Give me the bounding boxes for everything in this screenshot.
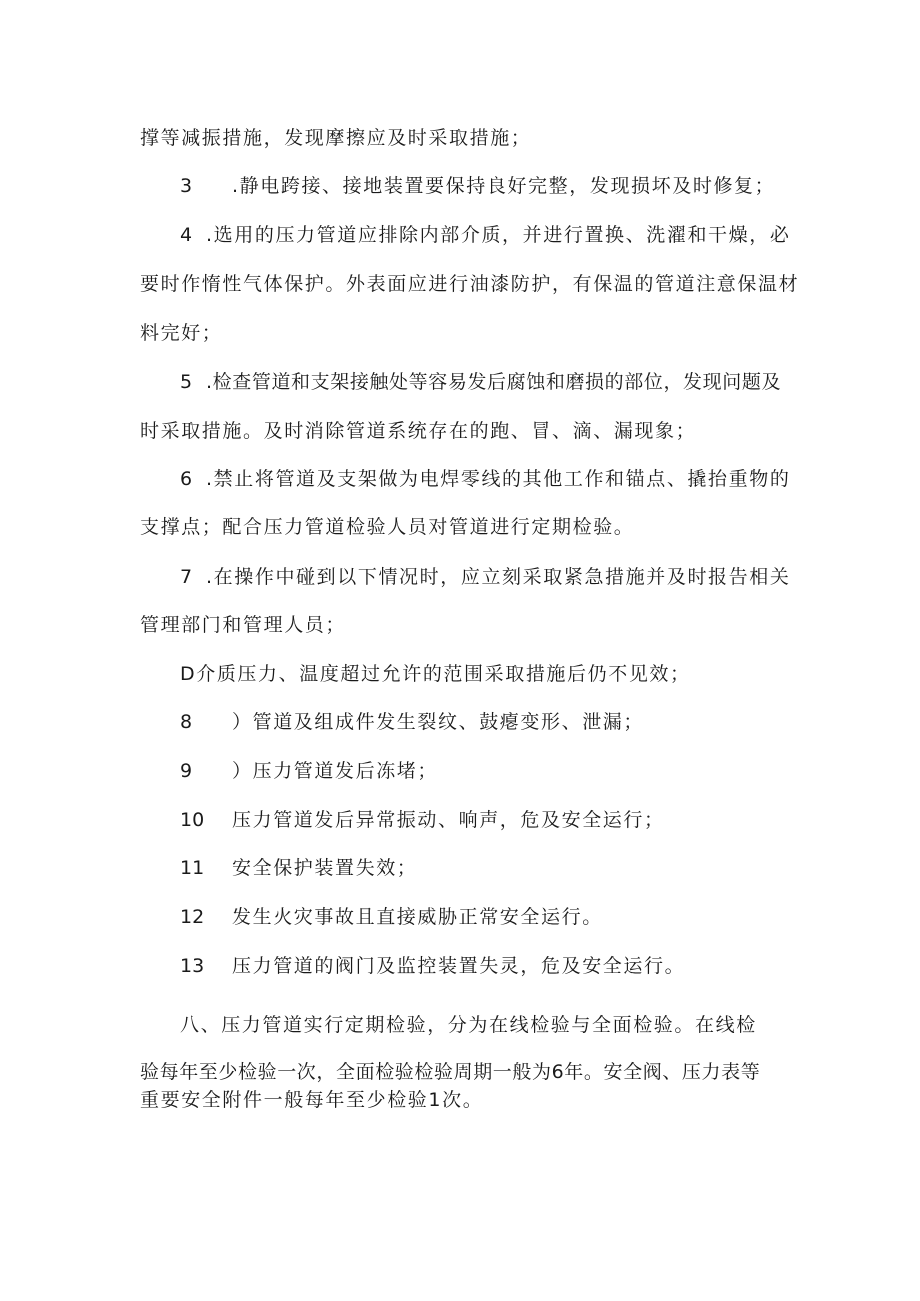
text-line — [140, 613, 346, 637]
item-text: .选用的压力管道应排除内部介质，并进行置换、洗濯和干燥，必 — [206, 224, 791, 246]
line-text: 支撑点；配合压力管道检验人员对管道进行定期检验。 — [140, 516, 635, 538]
line-text: 验每年至少检验一次，全面检验检验周期一般为6年。安全阀、压力表等 — [140, 1061, 761, 1083]
item-text: .静电跨接、接地装置要保持良好完整，发现损坏及时修复； — [232, 175, 776, 197]
text-line — [140, 419, 696, 443]
text-line — [140, 126, 531, 150]
line-text: 时采取措施。及时消除管道系统存在的跑、冒、滴、漏现象； — [140, 420, 697, 442]
item-number: 11 — [180, 857, 205, 879]
line-text: 撑等减振措施，发现摩擦应及时采取措施； — [140, 127, 532, 149]
item-number: 5 — [180, 371, 193, 393]
item-number: 6 — [180, 468, 193, 490]
item-text: D介质压力、温度超过允许的范围采取措施后仍不见效； — [180, 663, 691, 685]
item-text: .禁止将管道及支架做为电焊零线的其他工作和锚点、撬抬重物的 — [206, 468, 791, 490]
list-item — [180, 905, 603, 929]
list-item — [180, 856, 417, 880]
item-text: 安全保护装置失效； — [232, 857, 418, 879]
list-item — [180, 467, 790, 491]
list-item — [180, 662, 691, 686]
item-number: 9 — [180, 760, 193, 782]
item-text: .检查管道和支架接触处等容易发后腐蚀和磨损的部位，发现问题及 — [206, 371, 782, 393]
item-number: 10 — [180, 809, 205, 831]
list-item — [180, 565, 790, 589]
text-line — [140, 1088, 483, 1112]
item-number: 7 — [180, 566, 193, 588]
line-text: 要时作惰性气体保护。外表面应进行油漆防护，有保温的管道注意保温材 — [140, 273, 800, 295]
item-text: 压力管道的阀门及监控装置失灵，危及安全运行。 — [232, 955, 686, 977]
section-heading-line — [180, 1013, 757, 1037]
line-text: 重要安全附件一般每年至少检验1次。 — [140, 1089, 484, 1111]
item-text: ）压力管道发后冻堵； — [232, 760, 439, 782]
line-text: 料完好； — [140, 322, 223, 344]
item-text: 压力管道发后异常振动、响声，危及安全运行； — [232, 809, 665, 831]
list-item — [180, 174, 775, 198]
list-item — [180, 370, 781, 394]
text-line — [140, 321, 222, 345]
list-item — [180, 808, 665, 832]
list-item — [180, 954, 685, 978]
line-text: 管理部门和管理人员； — [140, 614, 347, 636]
list-item — [180, 710, 644, 734]
text-line — [140, 1060, 760, 1084]
line-text: 八、压力管道实行定期检验，分为在线检验与全面检验。在线检 — [180, 1014, 757, 1036]
item-number: 8 — [180, 711, 193, 733]
list-item — [180, 759, 438, 783]
item-number: 13 — [180, 955, 205, 977]
text-line — [140, 515, 634, 539]
item-number: 3 — [180, 175, 193, 197]
list-item — [180, 223, 790, 247]
item-text: .在操作中碰到以下情况时，应立刻采取紧急措施并及时报告相关 — [206, 566, 791, 588]
item-number: 4 — [180, 224, 193, 246]
text-line — [140, 272, 799, 296]
item-text: ）管道及组成件发生裂纹、鼓瘪变形、泄漏； — [232, 711, 645, 733]
item-number: 12 — [180, 906, 205, 928]
item-text: 发生火灾事故且直接威胁正常安全运行。 — [232, 906, 603, 928]
